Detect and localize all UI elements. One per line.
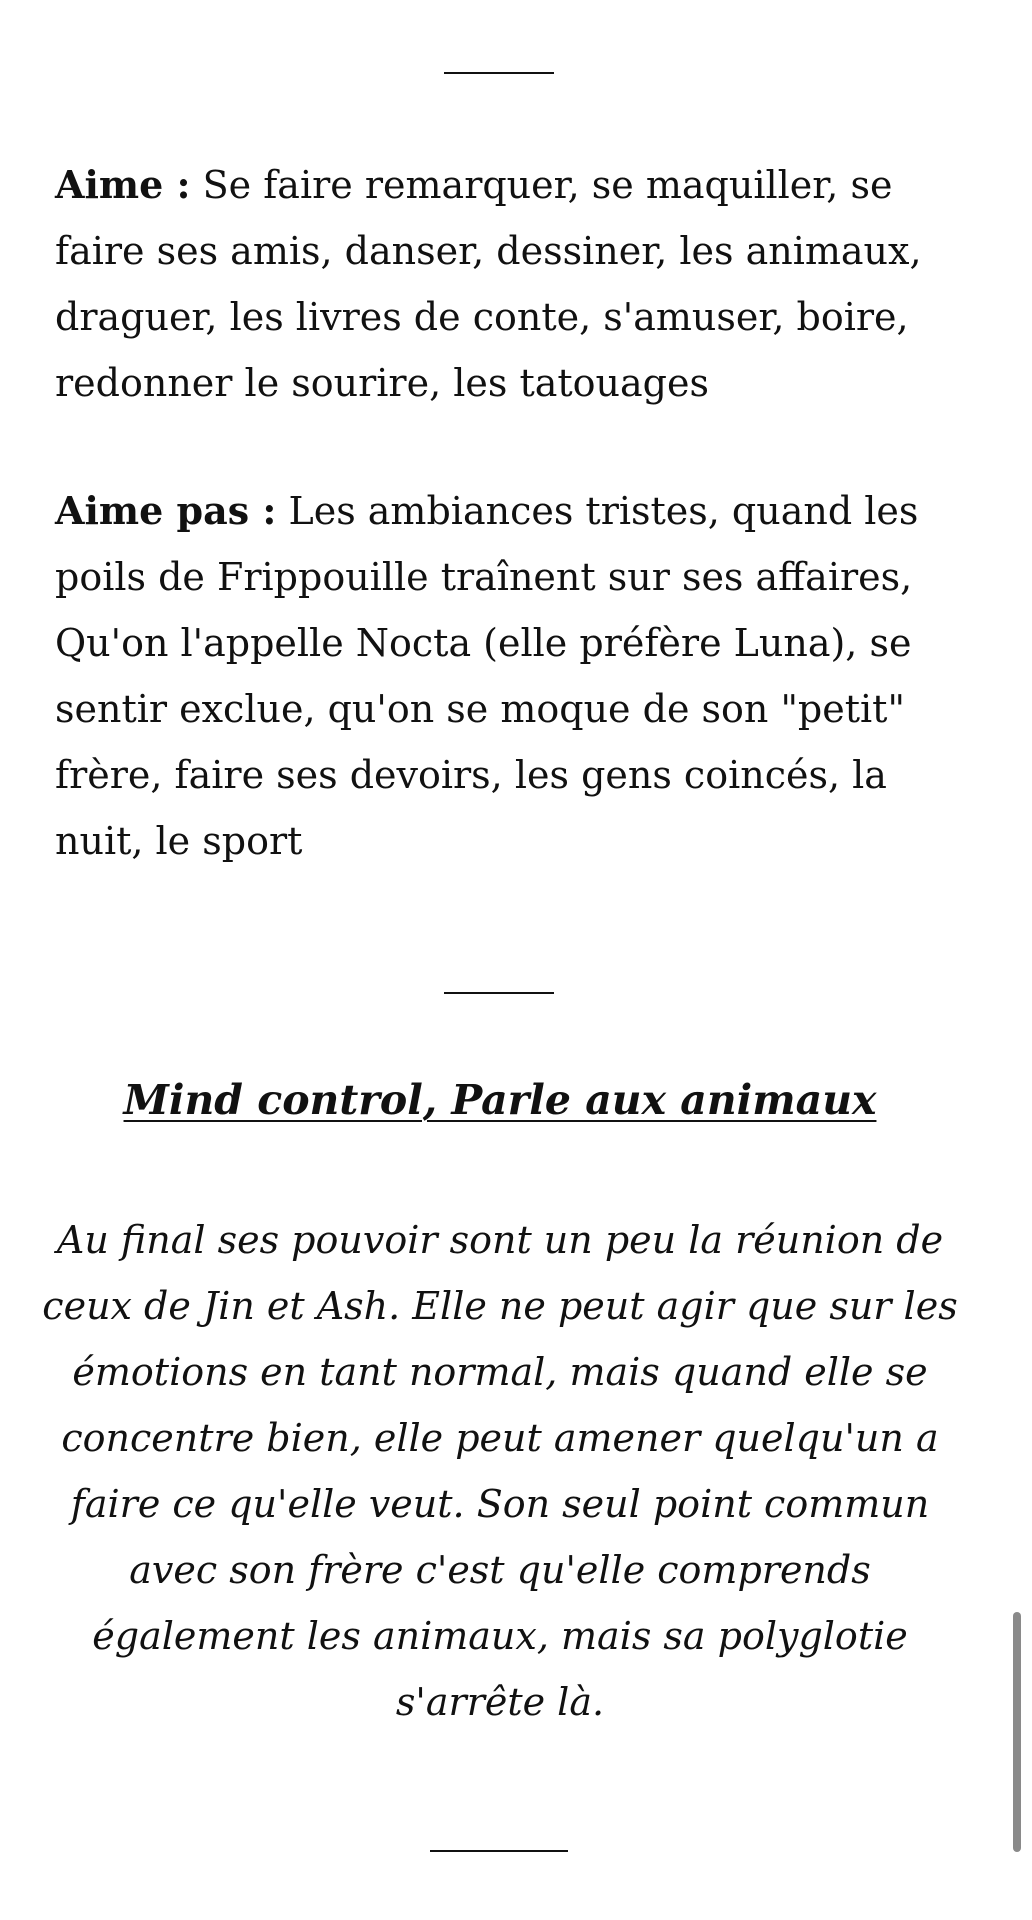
dislikes-paragraph	[55, 478, 985, 874]
scrollbar-thumb[interactable]	[1013, 1612, 1021, 1852]
powers-title: Mind control, Parle aux animaux	[123, 1076, 877, 1124]
powers-description: Au final ses pouvoir sont un peu la réunion de ceux de Jin et Ash. Elle ne peut agir que sur les émotions en tant normal, mais quand elle se concentre bien, elle peut amener quelqu'un a faire ce qu'elle veut. Son seul point commun avec son frère c'est qu'elle comprends également les animaux, mais sa polyglotie s'arrête là.	[42, 1218, 958, 1724]
likes-text: Se faire remarquer, se maquiller, se faire ses amis, danser, dessiner, les animaux, draguer, les livres de conte, s'amuser, boire, redonner le sourire, les tatouages	[55, 163, 922, 405]
dislikes-text: Les ambiances tristes, quand les poils de Frippouille traînent sur ses affaires, Qu'on l'appelle Nocta (elle préfère Luna), se sentir exclue, qu'on se moque de son "petit" frère, faire ses devoirs, les gens coincés, la nuit, le sport	[55, 489, 919, 863]
likes-label: Aime :	[55, 162, 191, 207]
dislikes-label: Aime pas :	[55, 488, 277, 533]
section-divider-middle	[444, 992, 554, 994]
likes-paragraph	[55, 152, 985, 416]
section-divider-top	[444, 72, 554, 74]
section-divider-bottom	[430, 1850, 568, 1852]
